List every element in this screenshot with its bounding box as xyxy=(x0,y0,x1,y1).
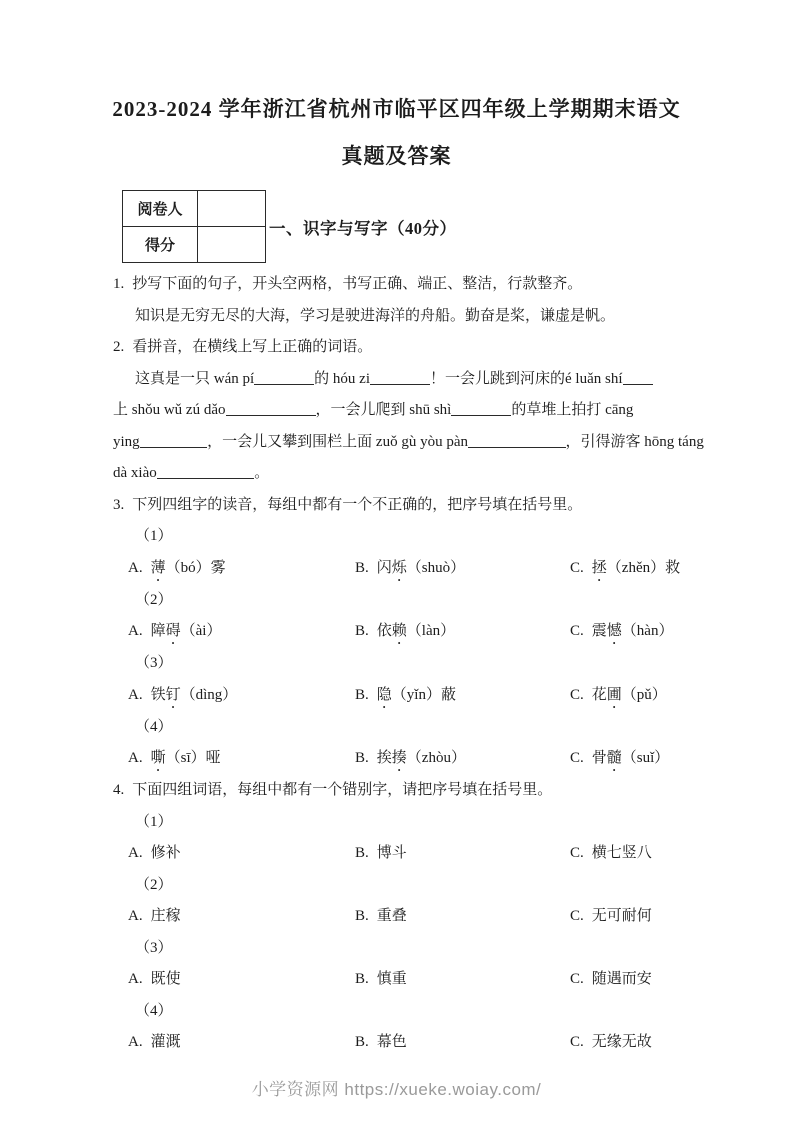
page-content xyxy=(0,190,793,1059)
question-3-groups xyxy=(113,521,693,775)
pinyin-line-1: 这真是一只 wán pí 的 hóu zi ！一会儿跳到河床的é luǎn shí xyxy=(113,364,693,396)
option-b xyxy=(355,616,570,648)
option-key: B. xyxy=(355,1034,369,1050)
q3-group-4-label: （4） xyxy=(135,718,173,735)
question-1-text: 抄写下面的句子，开头空两格，书写正确、端正、整洁，行款整齐。 xyxy=(132,276,583,292)
option-b xyxy=(355,964,570,996)
emphasized-char: 嘶 xyxy=(150,750,166,766)
option-label: 嘶（sī）哑 xyxy=(150,750,221,766)
option-label: 骨髓（suǐ） xyxy=(591,750,670,766)
option-label: 横七竖八 xyxy=(591,845,652,861)
option-label: 慎重 xyxy=(376,971,407,987)
option-key: A. xyxy=(128,971,143,987)
score-label: 得分 xyxy=(123,227,198,263)
table-row xyxy=(123,191,266,227)
fill-in-blank xyxy=(254,371,314,385)
option-key: A. xyxy=(128,750,143,766)
option-c xyxy=(570,964,652,996)
option-label: 花圃（pǔ） xyxy=(591,686,667,703)
option-key: C. xyxy=(570,686,584,703)
question-3 xyxy=(113,490,693,522)
option-key: B. xyxy=(355,971,369,987)
option-key: A. xyxy=(128,1034,143,1050)
emphasized-char: 隐 xyxy=(376,686,392,703)
option-label: 灌溉 xyxy=(150,1034,181,1050)
option-c xyxy=(570,838,652,870)
emphasized-char: 髓 xyxy=(606,750,622,766)
question-1-number: 1. xyxy=(113,276,125,292)
option-c xyxy=(570,616,673,648)
emphasized-char: 拯 xyxy=(591,559,607,576)
option-label: 薄（bó）雾 xyxy=(150,559,226,576)
pinyin-line-3: ying ，一会儿又攀到围栏上面 zuǒ gù yòu pàn ，引得游客 hōng táng xyxy=(113,433,704,450)
fill-in-blank xyxy=(468,434,566,448)
option-b xyxy=(355,553,570,585)
option-key: A. xyxy=(128,845,143,861)
option-label: 幕色 xyxy=(376,1034,407,1050)
question-3-text: 下列四组字的读音，每组中都有一个不正确的，把序号填在括号里。 xyxy=(132,496,583,513)
option-key: B. xyxy=(355,623,369,639)
page-title-line1: 2023-2024 学年浙江省杭州市临平区四年级上学期期末语文 xyxy=(112,97,681,121)
question-2-number: 2. xyxy=(113,339,125,355)
site-footer: 小学资源网 https://xueke.woiay.com/ xyxy=(251,1080,542,1099)
option-a xyxy=(128,743,355,775)
emphasized-char: 钉 xyxy=(165,686,181,703)
q4-group-2-label: （2） xyxy=(135,876,173,893)
score-value-cell xyxy=(198,227,266,263)
option-a xyxy=(128,553,355,585)
emphasized-char: 憾 xyxy=(606,623,622,639)
option-key: C. xyxy=(570,1034,584,1050)
option-label: 无缘无故 xyxy=(591,1034,652,1050)
question-4-text: 下面四组词语，每组中都有一个错别字，请把序号填在括号里。 xyxy=(132,782,553,798)
q3-group-3-label: （3） xyxy=(135,655,173,671)
pinyin-line-4: dà xiào 。 xyxy=(113,465,270,481)
option-label: 隐（yǐn）蔽 xyxy=(376,686,456,703)
emphasized-char: 圃 xyxy=(606,686,622,703)
option-label: 拯（zhěn）救 xyxy=(591,559,681,576)
option-label: 闪烁（shuò） xyxy=(376,559,466,576)
option-label: 博斗 xyxy=(376,845,407,861)
option-b xyxy=(355,680,570,712)
score-table-section xyxy=(122,190,693,263)
option-label: 无可耐何 xyxy=(591,908,652,924)
q4-group-4-label: （4） xyxy=(135,1002,173,1019)
option-key: A. xyxy=(128,908,143,924)
q3-group-1-label: （1） xyxy=(135,528,173,544)
option-key: C. xyxy=(570,971,584,987)
fill-in-blank xyxy=(157,465,255,479)
emphasized-char: 薄 xyxy=(150,559,166,576)
option-label: 挨揍（zhòu） xyxy=(376,750,466,766)
fill-in-blank xyxy=(623,371,653,385)
pinyin-line-2: 上 shǒu wǔ zú dǎo ，一会儿爬到 shū shì 的草堆上拍打 cāng xyxy=(113,402,634,418)
option-key: B. xyxy=(355,559,369,576)
q3-group-1-options xyxy=(113,553,693,585)
question-4 xyxy=(113,775,693,807)
page-title-line2: 真题及答案 xyxy=(341,144,452,168)
option-c xyxy=(570,901,652,933)
option-b xyxy=(355,901,570,933)
question-2-pinyin-paragraph xyxy=(113,364,704,490)
option-label: 依赖（làn） xyxy=(376,623,456,639)
option-key: B. xyxy=(355,845,369,861)
question-4-number: 4. xyxy=(113,782,125,798)
score-table xyxy=(122,190,266,263)
option-key: B. xyxy=(355,750,369,766)
option-label: 庄稼 xyxy=(150,908,181,924)
option-label: 修补 xyxy=(150,845,181,861)
option-label: 障碍（ài） xyxy=(150,623,222,639)
emphasized-char: 赖 xyxy=(391,623,407,639)
grader-value-cell xyxy=(198,191,266,227)
q3-group-4-options xyxy=(113,743,693,775)
q4-group-3-label: （3） xyxy=(135,939,173,956)
table-row xyxy=(123,227,266,263)
option-a xyxy=(128,680,355,712)
option-key: C. xyxy=(570,559,584,576)
grader-label: 阅卷人 xyxy=(123,191,198,227)
fill-in-blank xyxy=(140,434,208,448)
option-key: A. xyxy=(128,559,143,576)
q3-group-2-label: （2） xyxy=(135,591,173,608)
option-key: C. xyxy=(570,623,584,639)
option-c xyxy=(570,743,669,775)
q4-group-4-options xyxy=(113,1027,693,1059)
emphasized-char: 碍 xyxy=(165,623,181,639)
option-key: A. xyxy=(128,623,143,639)
option-a xyxy=(128,964,355,996)
section-heading: 一、识字与写字（40分） xyxy=(269,218,457,238)
q3-group-3-options xyxy=(113,680,693,712)
fill-in-blank xyxy=(451,402,511,416)
option-key: B. xyxy=(355,908,369,924)
option-a xyxy=(128,838,355,870)
option-a xyxy=(128,901,355,933)
emphasized-char: 揍 xyxy=(391,750,407,766)
q4-group-1-label: （1） xyxy=(135,813,173,830)
option-label: 既使 xyxy=(150,971,181,987)
option-c xyxy=(570,680,667,712)
question-2-text: 看拼音，在横线上写上正确的词语。 xyxy=(132,339,373,355)
question-2 xyxy=(113,332,693,364)
option-b xyxy=(355,743,570,775)
option-a xyxy=(128,1027,355,1059)
q4-group-3-options xyxy=(113,964,693,996)
option-c xyxy=(570,1027,652,1059)
question-1-sentence: 知识是无穷无尽的大海，学习是驶进海洋的舟船。勤奋是桨，谦虚是帆。 xyxy=(135,307,616,324)
option-label: 随遇而安 xyxy=(591,971,652,987)
option-c xyxy=(570,553,680,585)
question-1 xyxy=(113,269,693,301)
question-3-number: 3. xyxy=(113,496,125,513)
option-b xyxy=(355,838,570,870)
questions-body xyxy=(113,269,704,1059)
page-title xyxy=(0,0,793,180)
option-label: 铁钉（dìng） xyxy=(150,686,238,703)
q4-group-1-options xyxy=(113,838,693,870)
option-key: C. xyxy=(570,845,584,861)
fill-in-blank xyxy=(370,371,430,385)
option-key: A. xyxy=(128,686,143,703)
option-b xyxy=(355,1027,570,1059)
option-key: B. xyxy=(355,686,369,703)
question-4-groups xyxy=(113,807,693,1059)
q3-group-2-options xyxy=(113,616,693,648)
fill-in-blank xyxy=(226,402,316,416)
option-key: C. xyxy=(570,908,584,924)
option-label: 震憾（hàn） xyxy=(591,623,674,639)
emphasized-char: 烁 xyxy=(391,559,407,576)
option-label: 重叠 xyxy=(376,908,407,924)
option-key: C. xyxy=(570,750,584,766)
q4-group-2-options xyxy=(113,901,693,933)
option-a xyxy=(128,616,355,648)
